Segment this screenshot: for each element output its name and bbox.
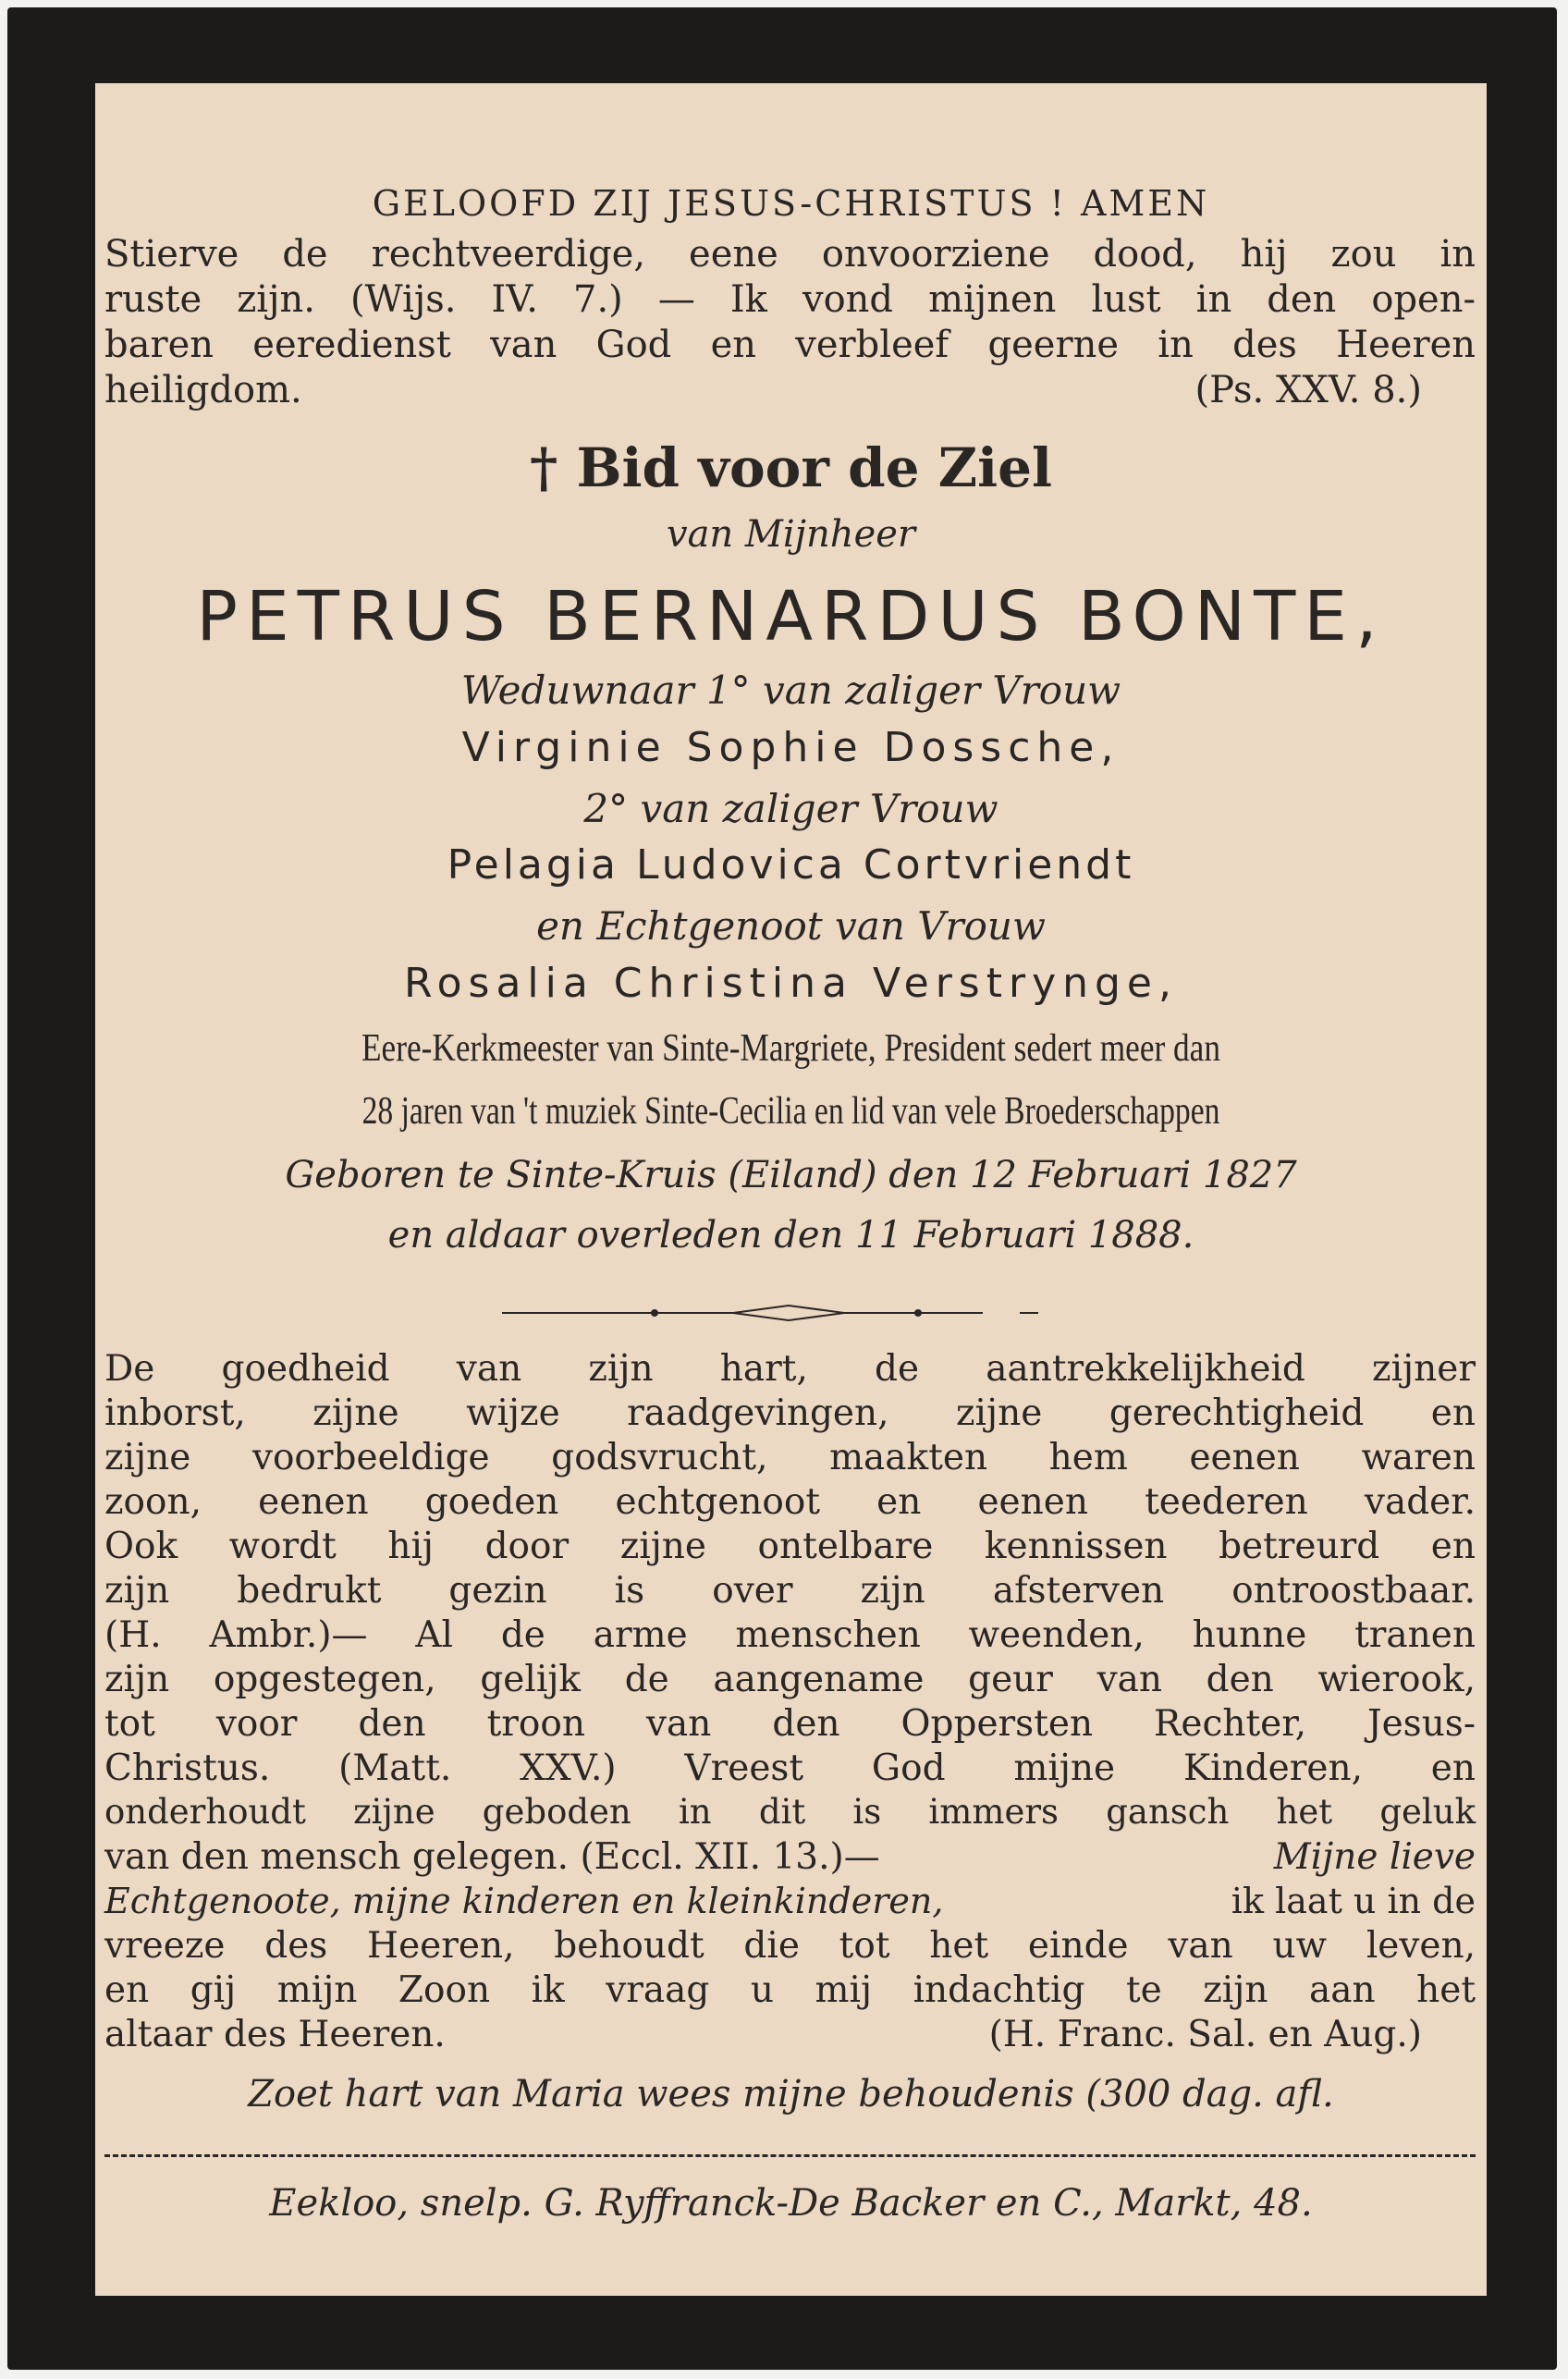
- deceased-name: PETRUS BERNARDUS BONTE,: [196, 577, 1386, 656]
- body-line-4: zoon, eenen goeden echtgenoot en eenen teederen vader.: [104, 1481, 1476, 1523]
- second-wife-name: Pelagia Ludovica Cortvriendt: [447, 841, 1135, 889]
- body-line-16: en gij mijn Zoon ik vraag u mij indachtig te zijn aan het: [104, 1969, 1476, 2011]
- spouse-line: en Echtgenoot van Vrouw: [536, 903, 1046, 949]
- body-line-7: (H. Ambr.)— Al de arme menschen weenden, hunne tranen: [104, 1614, 1476, 1656]
- body-line-2: inborst, zijne wijze raadgevingen, zijne gerechtigheid en: [104, 1392, 1476, 1434]
- title-line-2: 28 jaren van 't muziek Sinte-Cecilia en lid van vele Broederschappen: [361, 1090, 1220, 1133]
- mourning-border: [7, 7, 1557, 2370]
- body-italic-line: Echtgenoote, mijne kinderen en kleinkinderen,: [104, 1881, 944, 1921]
- body-closing-reference: (H. Franc. Sal. en Aug.): [988, 2014, 1422, 2055]
- invocation-header: GELOOFD ZIJ JESUS-CHRISTUS ! AMEN: [372, 183, 1210, 224]
- scripture-line-1: Stierve de rechtveerdige, eene onvoorziene dood, hij zou in: [104, 233, 1476, 276]
- invocation-footer: Zoet hart van Maria wees mijne behoudenis (300 dag. afl.: [248, 2073, 1334, 2115]
- body-line-12-start: van den mensch gelegen. (Eccl. XII. 13.)—: [104, 1836, 880, 1878]
- body-line-17: altaar des Heeren.: [104, 2014, 446, 2055]
- body-line-15: vreeze des Heeren, behoudt die tot het einde van uw leven,: [104, 1925, 1476, 1967]
- body-line-8: zijn opgestegen, gelijk de aangename geur van den wierook,: [104, 1659, 1476, 1700]
- van-mijnheer: van Mijnheer: [666, 513, 916, 556]
- scripture-line-3: baren eeredienst van God en verbleef geerne in des Heeren: [104, 324, 1476, 366]
- body-line-9: tot voor den troon van den Oppersten Rechter, Jesus-: [104, 1703, 1476, 1745]
- birth-line: Geboren te Sinte-Kruis (Eiland) den 12 Februari 1827: [285, 1154, 1297, 1196]
- current-wife-name: Rosalia Christina Verstrynge,: [404, 960, 1178, 1007]
- body-line-3: zijne voorbeeldige godsvrucht, maakten hem eenen waren: [104, 1437, 1476, 1478]
- body-line-14-end: ik laat u in de: [1231, 1881, 1476, 1921]
- body-line-11: onderhoudt zijne geboden in dit is immers gansch het geluk: [104, 1792, 1476, 1832]
- body-line-5: Ook wordt hij door zijne ontelbare kennissen betreurd en: [104, 1526, 1476, 1567]
- prayer-heading: † Bid voor de Ziel: [529, 436, 1053, 499]
- second-wife-line: 2° van zaliger Vrouw: [583, 786, 998, 831]
- body-line-1: De goedheid van zijn hart, de aantrekkelijkheid zijner: [104, 1348, 1476, 1390]
- death-line: en aldaar overleden den 11 Februari 1888.: [387, 1214, 1194, 1257]
- body-line-10: Christus. (Matt. XXV.) Vreest God mijne Kinderen, en: [104, 1747, 1476, 1789]
- printer-imprint: Eekloo, snelp. G. Ryffranck-De Backer en C., Markt, 48.: [269, 2182, 1313, 2225]
- widower-line: Weduwnaar 1° van zaliger Vrouw: [460, 668, 1121, 713]
- first-wife-name: Virginie Sophie Dossche,: [461, 724, 1121, 771]
- scripture-line-4: heiligdom.: [104, 369, 302, 411]
- memorial-card: [95, 83, 1487, 2296]
- body-line-6: zijn bedrukt gezin is over zijn afsterven ontroostbaar.: [104, 1570, 1476, 1612]
- ornamental-divider: [502, 1302, 1075, 1324]
- footer-separator: [104, 2154, 1476, 2157]
- scripture-reference: (Ps. XXV. 8.): [1194, 369, 1422, 411]
- body-italic-start: Mijne lieve: [1273, 1836, 1476, 1878]
- title-line-1: Eere-Kerkmeester van Sinte-Margriete, President sedert meer dan: [361, 1027, 1220, 1070]
- scripture-line-2: ruste zijn. (Wijs. IV. 7.) — Ik vond mijnen lust in den open-: [104, 278, 1476, 321]
